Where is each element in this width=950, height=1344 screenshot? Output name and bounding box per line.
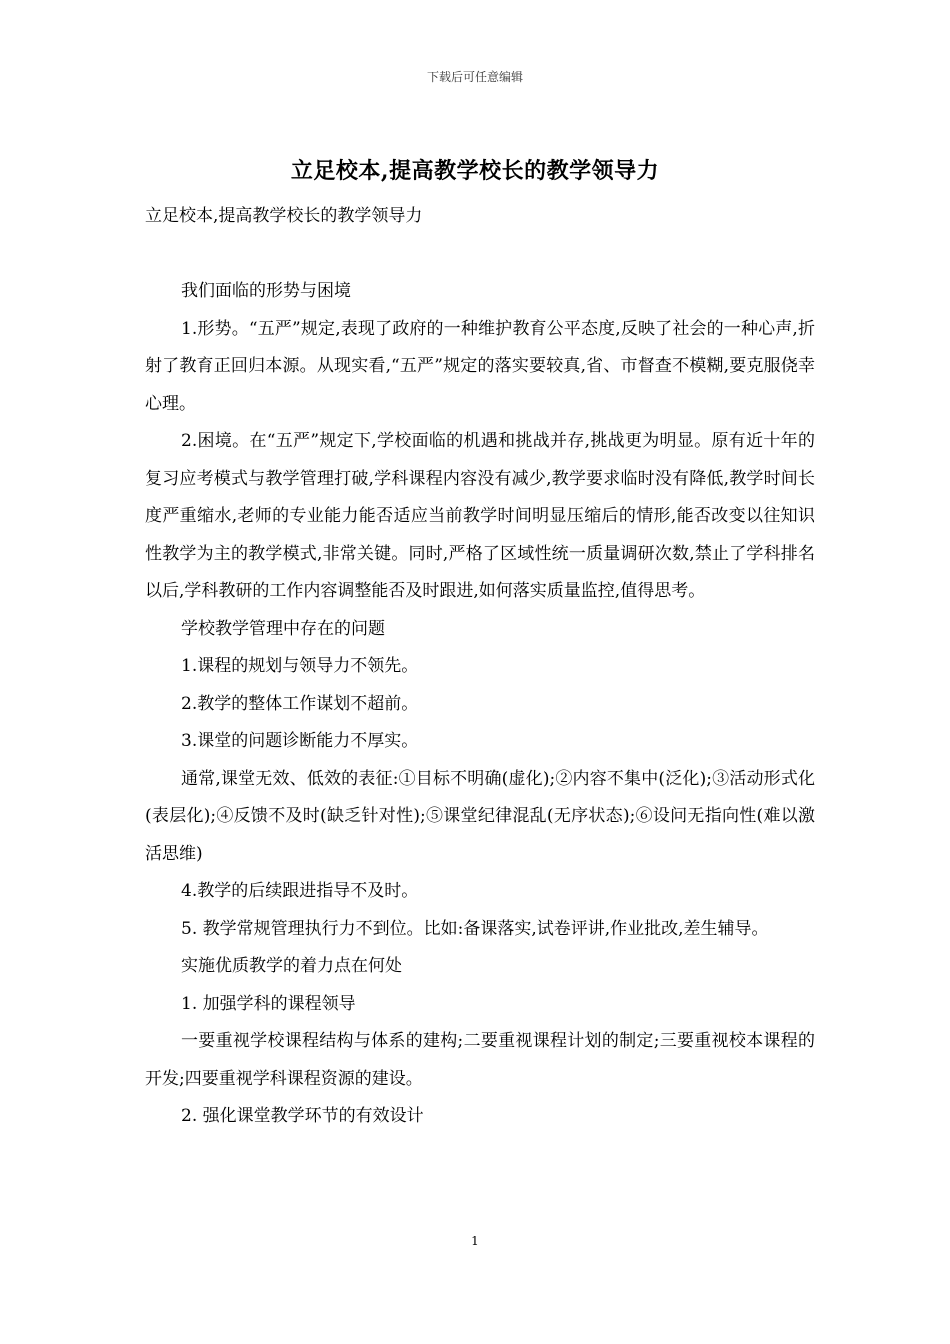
page-header-note: 下载后可任意编辑 [426, 70, 523, 84]
subsection-heading: 1. 加强学科的课程领导 [181, 993, 356, 1014]
section-heading: 实施优质教学的着力点在何处 [181, 956, 402, 976]
document-title: 立足校本,提高教学校长的教学领导力 [290, 158, 660, 184]
section-heading: 学校教学管理中存在的问题 [181, 618, 385, 639]
list-item: 4.教学的后续跟进指导不及时。 [181, 881, 419, 901]
subsection-heading: 2. 强化课堂教学环节的有效设计 [181, 1106, 424, 1126]
document-body [145, 198, 815, 1136]
subtitle-paragraph: 立足校本,提高教学校长的教学领导力 [145, 206, 423, 226]
body-paragraph: 1.形势。“五严”规定,表现了政府的一种维护教育公平态度,反映了社会的一种心声,折射了教育正回归本源。从现实看,“五严”规定的落实要较真,省、市督查不模糊,要克服侥幸心理。 [145, 318, 815, 414]
blank-line [145, 236, 815, 274]
body-paragraph: 2.困境。在“五严”规定下,学校面临的机遇和挑战并存,挑战更为明显。原有近十年的复习应考模式与教学管理打破,学科课程内容没有减少,教学要求临时没有降低,教学时间长度严重缩水,老师的专业能力能否适应当前教学时间明显压缩后的情形,能否改变以往知识性教学为主的教学模式,非常关键。同时,严格了区域性统一质量调研次数,禁止了学科排名以后,学科教研的工作内容调整能否及时跟进,如何落实质量监控,值得思考。 [145, 431, 815, 601]
section-heading: 我们面临的形势与困境 [181, 281, 351, 301]
page-number: 1 [471, 1234, 479, 1248]
body-paragraph: 一要重视学校课程结构与体系的建构;二要重视课程计划的制定;三要重视校本课程的开发;四要重视学科课程资源的建设。 [145, 1031, 815, 1089]
body-paragraph: 通常,课堂无效、低效的表征:①目标不明确(虚化);②内容不集中(泛化);③活动形式化(表层化);④反馈不及时(缺乏针对性);⑤课堂纪律混乱(无序状态);⑥设问无指向性(难以激活思维) [145, 768, 815, 864]
list-item: 3.课堂的问题诊断能力不厚实。 [181, 731, 419, 751]
list-item: 5. 教学常规管理执行力不到位。比如:备课落实,试卷评讲,作业批改,差生辅导。 [181, 918, 769, 939]
list-item: 1.课程的规划与领导力不领先。 [181, 656, 419, 676]
list-item: 2.教学的整体工作谋划不超前。 [181, 693, 419, 714]
